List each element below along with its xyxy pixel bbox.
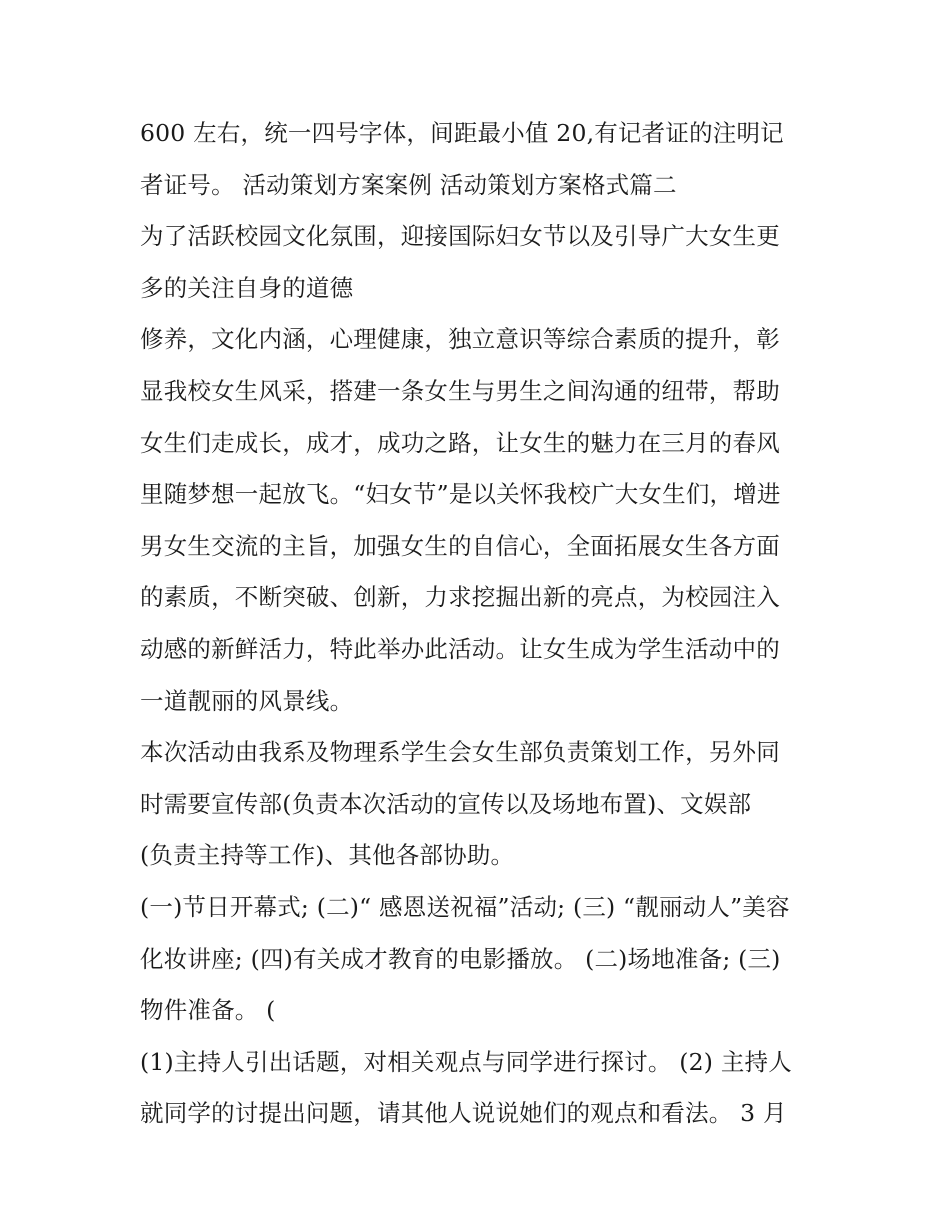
text-line-18: 物件准备。 ( <box>140 996 276 1025</box>
text-line-2: 者证号。 活动策划方案案例 活动策划方案格式篇二 <box>140 170 677 199</box>
text-line-10: 的素质，不断突破、创新，力求挖掘出新的亮点，为校园注入 <box>140 583 780 612</box>
text-line-3: 为了活跃校园文化氛围，迎接国际妇女节以及引导广大女生更 <box>140 222 780 251</box>
text-line-12: 一道靓丽的风景线。 <box>140 686 354 715</box>
text-line-14: 时需要宣传部(负责本次活动的宣传以及场地布置)、文娱部 <box>140 789 752 818</box>
text-line-9: 男女生交流的主旨，加强女生的自信心，全面拓展女生各方面 <box>140 531 780 560</box>
text-line-13: 本次活动由我系及物理系学生会女生部负责策划工作，另外同 <box>140 738 780 767</box>
text-line-6: 显我校女生风采，搭建一条女生与男生之间沟通的纽带，帮助 <box>140 376 780 405</box>
text-line-11: 动感的新鲜活力，特此举办此活动。让女生成为学生活动中的 <box>140 634 780 663</box>
text-line-15: (负责主持等工作)、其他各部协助。 <box>140 841 515 870</box>
text-line-4: 多的关注自身的道德 <box>140 273 354 302</box>
text-line-1: 600 左右，统一四号字体，间距最小值 20,有记者证的注明记 <box>140 119 784 147</box>
body-text <box>140 108 820 1140</box>
text-line-16: (一)节日开幕式; (二)“ 感恩送祝福”活动; (三) “靓丽动人”美容 <box>140 892 790 921</box>
text-line-17: 化妆讲座; (四)有关成才教育的电影播放。 (二)场地准备; (三) <box>140 944 781 973</box>
text-line-8: 里随梦想一起放飞。“妇女节”是以关怀我校广大女生们，增进 <box>140 480 781 509</box>
text-line-7: 女生们走成长，成才，成功之路，让女生的魅力在三月的春风 <box>140 428 780 457</box>
text-line-20: 就同学的讨提出问题，请其他人说说她们的观点和看法。 3 月 <box>140 1099 787 1128</box>
text-line-5: 修养，文化内涵，心理健康，独立意识等综合素质的提升，彰 <box>140 325 780 354</box>
text-line-19: (1)主持人引出话题，对相关观点与同学进行探讨。 (2) 主持人 <box>140 1047 792 1076</box>
